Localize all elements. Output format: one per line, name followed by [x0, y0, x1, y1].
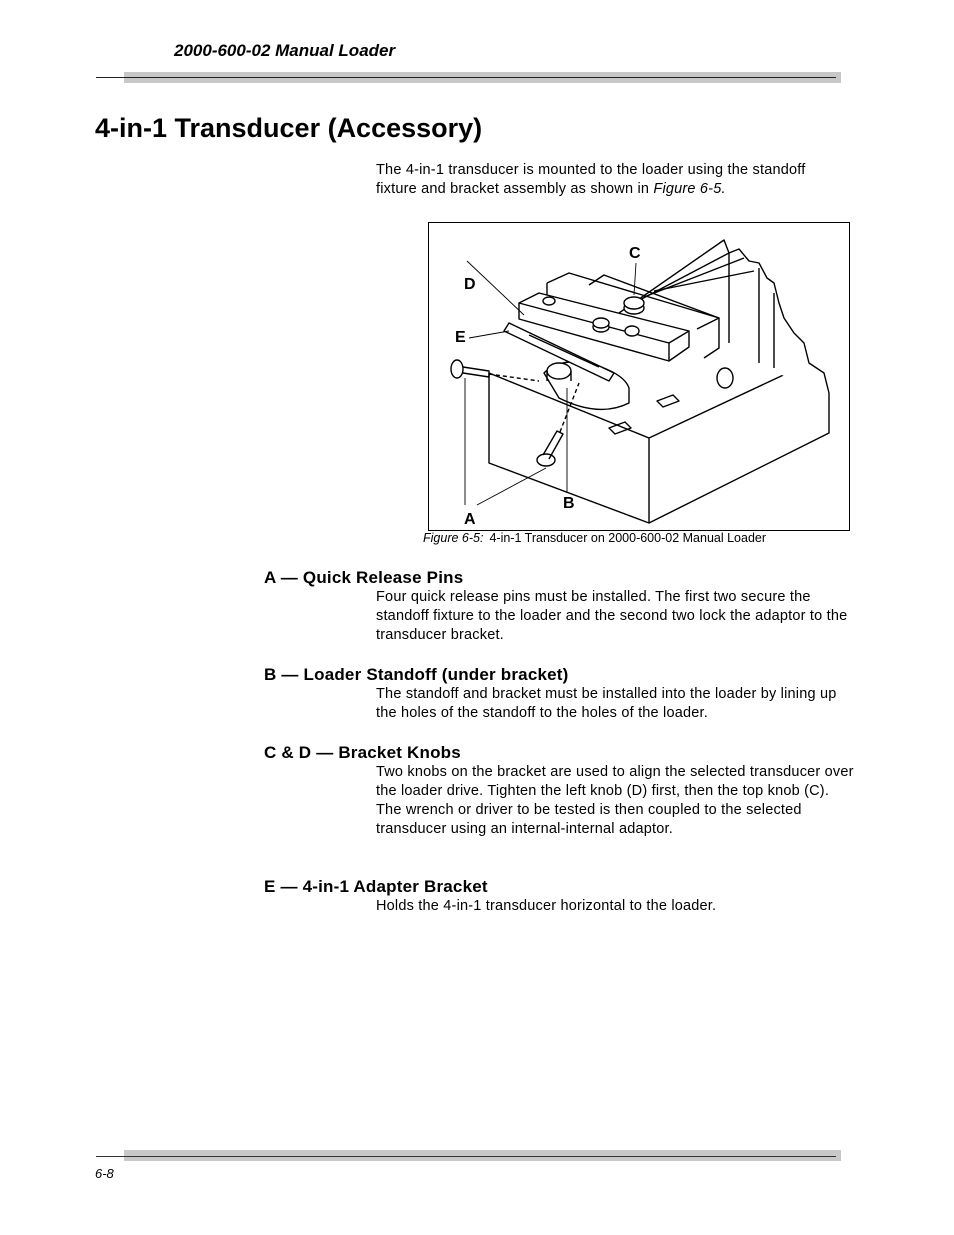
figure-caption-label: Figure 6-5: — [423, 531, 484, 545]
footer-rule-line — [96, 1156, 836, 1157]
figure-label-c: C — [629, 245, 641, 262]
section-adapter-bracket — [264, 876, 854, 916]
figure-reference: Figure 6-5. — [653, 181, 726, 197]
figure-label-e: E — [455, 329, 466, 346]
section-heading: B — Loader Standoff (under bracket) — [264, 665, 569, 684]
figure-caption — [423, 531, 766, 545]
running-header: 2000-600-02 Manual Loader — [174, 41, 396, 60]
header-rule-line — [96, 77, 836, 78]
intro-text: The 4-in-1 transducer is mounted to the loader using the standoff fixture and bracket assembly as shown in — [376, 162, 806, 197]
section-body: Two knobs on the bracket are used to align the selected transducer over the loader drive. Tighten the left knob (D) first, then the top knob (C). The wrench or driver to be tested is then coupled to the selected transducer using an internal-internal adaptor. — [376, 764, 854, 837]
figure-6-5 — [428, 222, 850, 531]
section-heading: E — 4-in-1 Adapter Bracket — [264, 877, 488, 896]
section-quick-release-pins — [264, 567, 854, 645]
page-title: 4-in-1 Transducer (Accessory) — [95, 113, 483, 143]
section-loader-standoff — [264, 664, 854, 723]
transducer-illustration — [429, 223, 849, 530]
section-bracket-knobs — [264, 742, 854, 839]
section-heading: A — Quick Release Pins — [264, 568, 464, 587]
section-body: Holds the 4-in-1 transducer horizontal to the loader. — [376, 898, 717, 914]
intro-paragraph — [376, 161, 846, 199]
section-heading: C & D — Bracket Knobs — [264, 743, 461, 762]
figure-label-b: B — [563, 495, 575, 512]
figure-caption-text: 4-in-1 Transducer on 2000-600-02 Manual Loader — [489, 531, 767, 545]
figure-label-d: D — [464, 276, 476, 293]
figure-label-a: A — [464, 511, 476, 528]
page-number: 6-8 — [95, 1166, 114, 1181]
section-body: The standoff and bracket must be installed into the loader by lining up the holes of the standoff to the holes of the loader. — [376, 686, 837, 721]
section-body: Four quick release pins must be installed. The first two secure the standoff fixture to the loader and the second two lock the adaptor to the transducer bracket. — [376, 589, 848, 643]
